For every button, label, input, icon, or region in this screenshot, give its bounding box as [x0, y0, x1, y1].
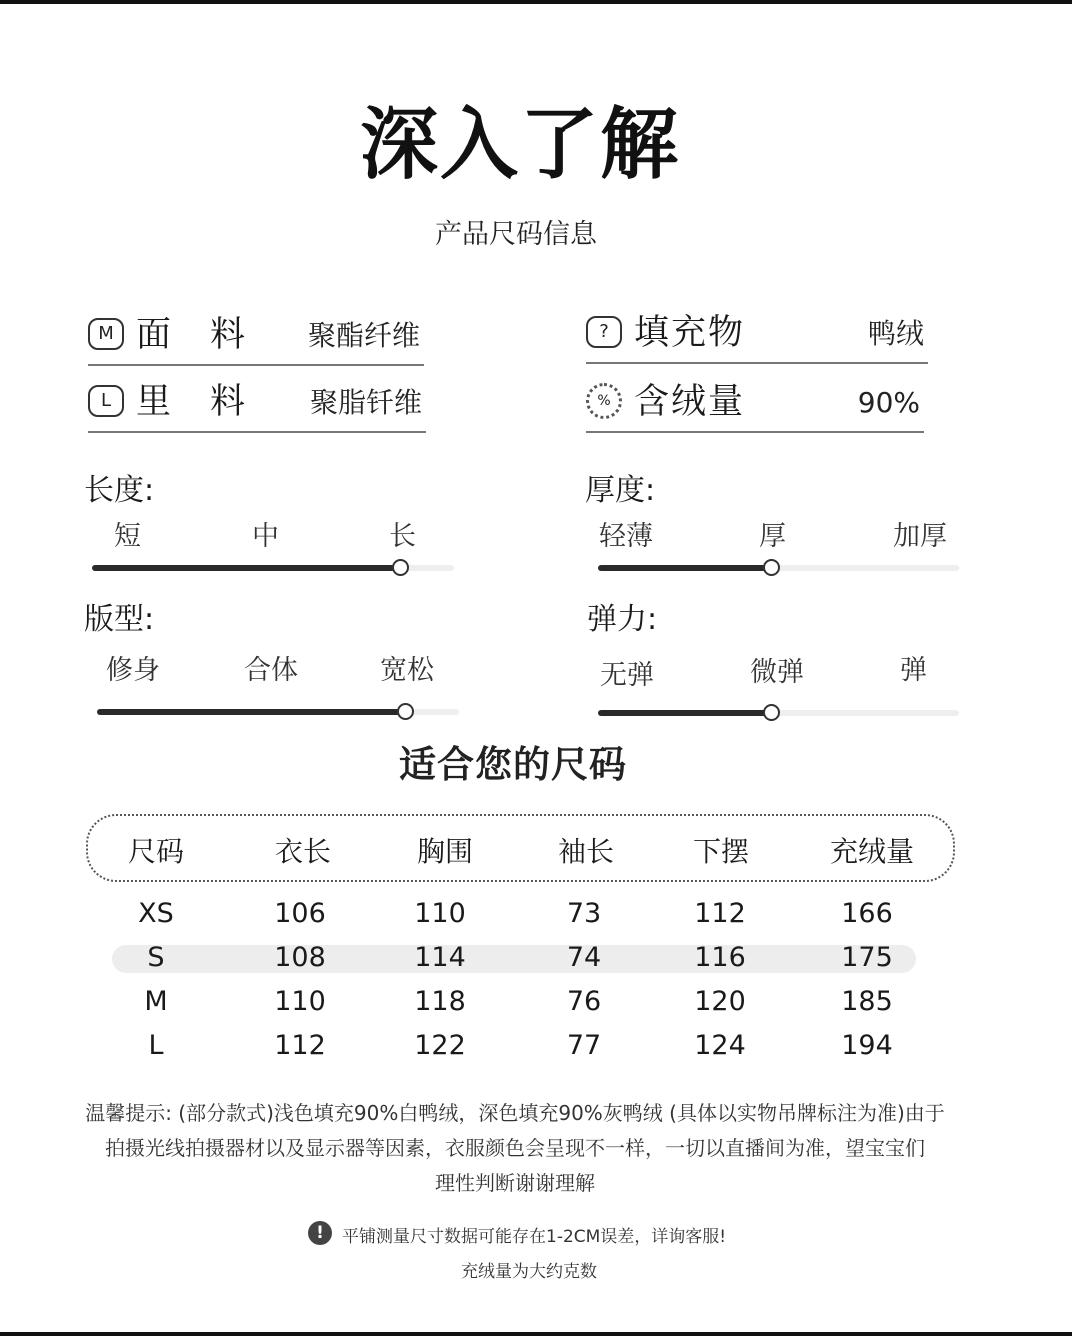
material-down-content-row [586, 377, 924, 433]
table-cell: 110 [414, 898, 466, 929]
page-title: 深入了解 [359, 100, 680, 190]
header-size: 尺码 [127, 835, 184, 868]
material-down-content-value: 90% [857, 386, 920, 419]
elasticity-slider-fill [598, 710, 771, 716]
table-cell: 76 [566, 986, 602, 1017]
table-cell: 77 [566, 1030, 602, 1061]
note-line-2: 拍摄光线拍摄器材以及显示器等因素，衣服颜色会呈现不一样，一切以直播间为准，望宝宝们 [105, 1136, 925, 1160]
material-fabric-value: 聚酯纤维 [307, 319, 420, 352]
table-cell: 112 [274, 1030, 326, 1061]
material-down-content-label: 含绒量 [634, 382, 746, 422]
material-lining-value: 聚脂钎维 [309, 386, 422, 419]
elasticity-option-elastic: 弹 [900, 655, 927, 686]
length-slider-knob [392, 559, 409, 576]
table-cell: 73 [566, 898, 602, 929]
fill-weight-footnote: 充绒量为大约克数 [461, 1262, 597, 1282]
thickness-slider [598, 565, 959, 571]
header-fill-weight: 充绒量 [829, 835, 914, 868]
header-hem: 下摆 [692, 835, 749, 868]
fit-slider-knob [397, 703, 414, 720]
header-sleeve: 袖长 [557, 835, 614, 868]
material-filling-value: 鸭绒 [867, 317, 924, 350]
fit-title: 版型: [84, 602, 155, 637]
table-cell: 166 [841, 898, 893, 929]
thickness-slider-fill [598, 565, 771, 571]
table-cell: 120 [694, 986, 746, 1017]
thickness-slider-knob [763, 559, 780, 576]
table-cell: 74 [566, 942, 602, 973]
table-cell: 122 [414, 1030, 466, 1061]
thickness-option-thick: 厚 [759, 521, 786, 552]
note-line-1: 温馨提示: (部分款式)浅色填充90%白鸭绒，深色填充90%灰鸭绒 (具体以实物吊牌标注为准)由于 [85, 1101, 945, 1125]
table-cell: S [147, 942, 165, 973]
table-cell: 114 [414, 942, 466, 973]
table-cell: 110 [274, 986, 326, 1017]
header-length: 衣长 [274, 835, 331, 868]
elasticity-option-slight: 微弹 [750, 657, 804, 688]
length-slider [92, 565, 454, 571]
material-fabric-label: 面 料 [136, 315, 248, 355]
material-lining-label: 里 料 [136, 382, 248, 422]
table-cell: 124 [694, 1030, 746, 1061]
length-title: 长度: [84, 473, 155, 508]
question-icon: ? [586, 316, 622, 348]
table-cell: 112 [694, 898, 746, 929]
fit-option-loose: 宽松 [380, 655, 434, 686]
material-filling-label: 填充物 [634, 313, 746, 353]
table-cell: 185 [841, 986, 893, 1017]
length-option-short: 短 [114, 521, 141, 552]
material-lining-row [88, 377, 426, 433]
thickness-title: 厚度: [585, 473, 656, 508]
table-cell: M [144, 986, 168, 1017]
thickness-option-light: 轻薄 [599, 521, 653, 552]
exclamation-icon: ! [308, 1221, 332, 1245]
table-cell: 106 [274, 898, 326, 929]
size-section-title: 适合您的尺码 [399, 743, 627, 786]
fit-option-regular: 合体 [244, 655, 298, 686]
fit-slider-fill [97, 709, 405, 715]
table-cell: L [148, 1030, 164, 1061]
page-subtitle: 产品尺码信息 [435, 219, 597, 250]
table-cell: 116 [694, 942, 746, 973]
table-cell: 118 [414, 986, 466, 1017]
table-cell: 108 [274, 942, 326, 973]
material-filling-row [586, 308, 928, 364]
fit-option-slim: 修身 [106, 655, 160, 686]
fit-slider [97, 709, 459, 715]
percent-icon: % [586, 383, 622, 419]
elasticity-slider [598, 710, 959, 716]
elasticity-title: 弹力: [587, 602, 658, 637]
warning-text: 平铺测量尺寸数据可能存在1-2CM误差，详询客服! [342, 1227, 727, 1247]
length-option-long: 长 [389, 521, 416, 552]
bottom-border [0, 1332, 1072, 1336]
thickness-option-extra-thick: 加厚 [893, 521, 947, 552]
letter-m-icon: M [88, 318, 124, 350]
elasticity-option-none: 无弹 [600, 660, 654, 691]
table-cell: 175 [841, 942, 893, 973]
header-chest: 胸围 [416, 835, 473, 868]
note-line-3: 理性判断谢谢理解 [435, 1171, 595, 1195]
length-option-medium: 中 [252, 521, 279, 552]
material-fabric-row [88, 310, 424, 366]
elasticity-slider-knob [763, 704, 780, 721]
length-slider-fill [92, 565, 400, 571]
table-cell: XS [138, 898, 174, 929]
top-border [0, 0, 1072, 4]
letter-l-icon: L [88, 385, 124, 417]
table-cell: 194 [841, 1030, 893, 1061]
